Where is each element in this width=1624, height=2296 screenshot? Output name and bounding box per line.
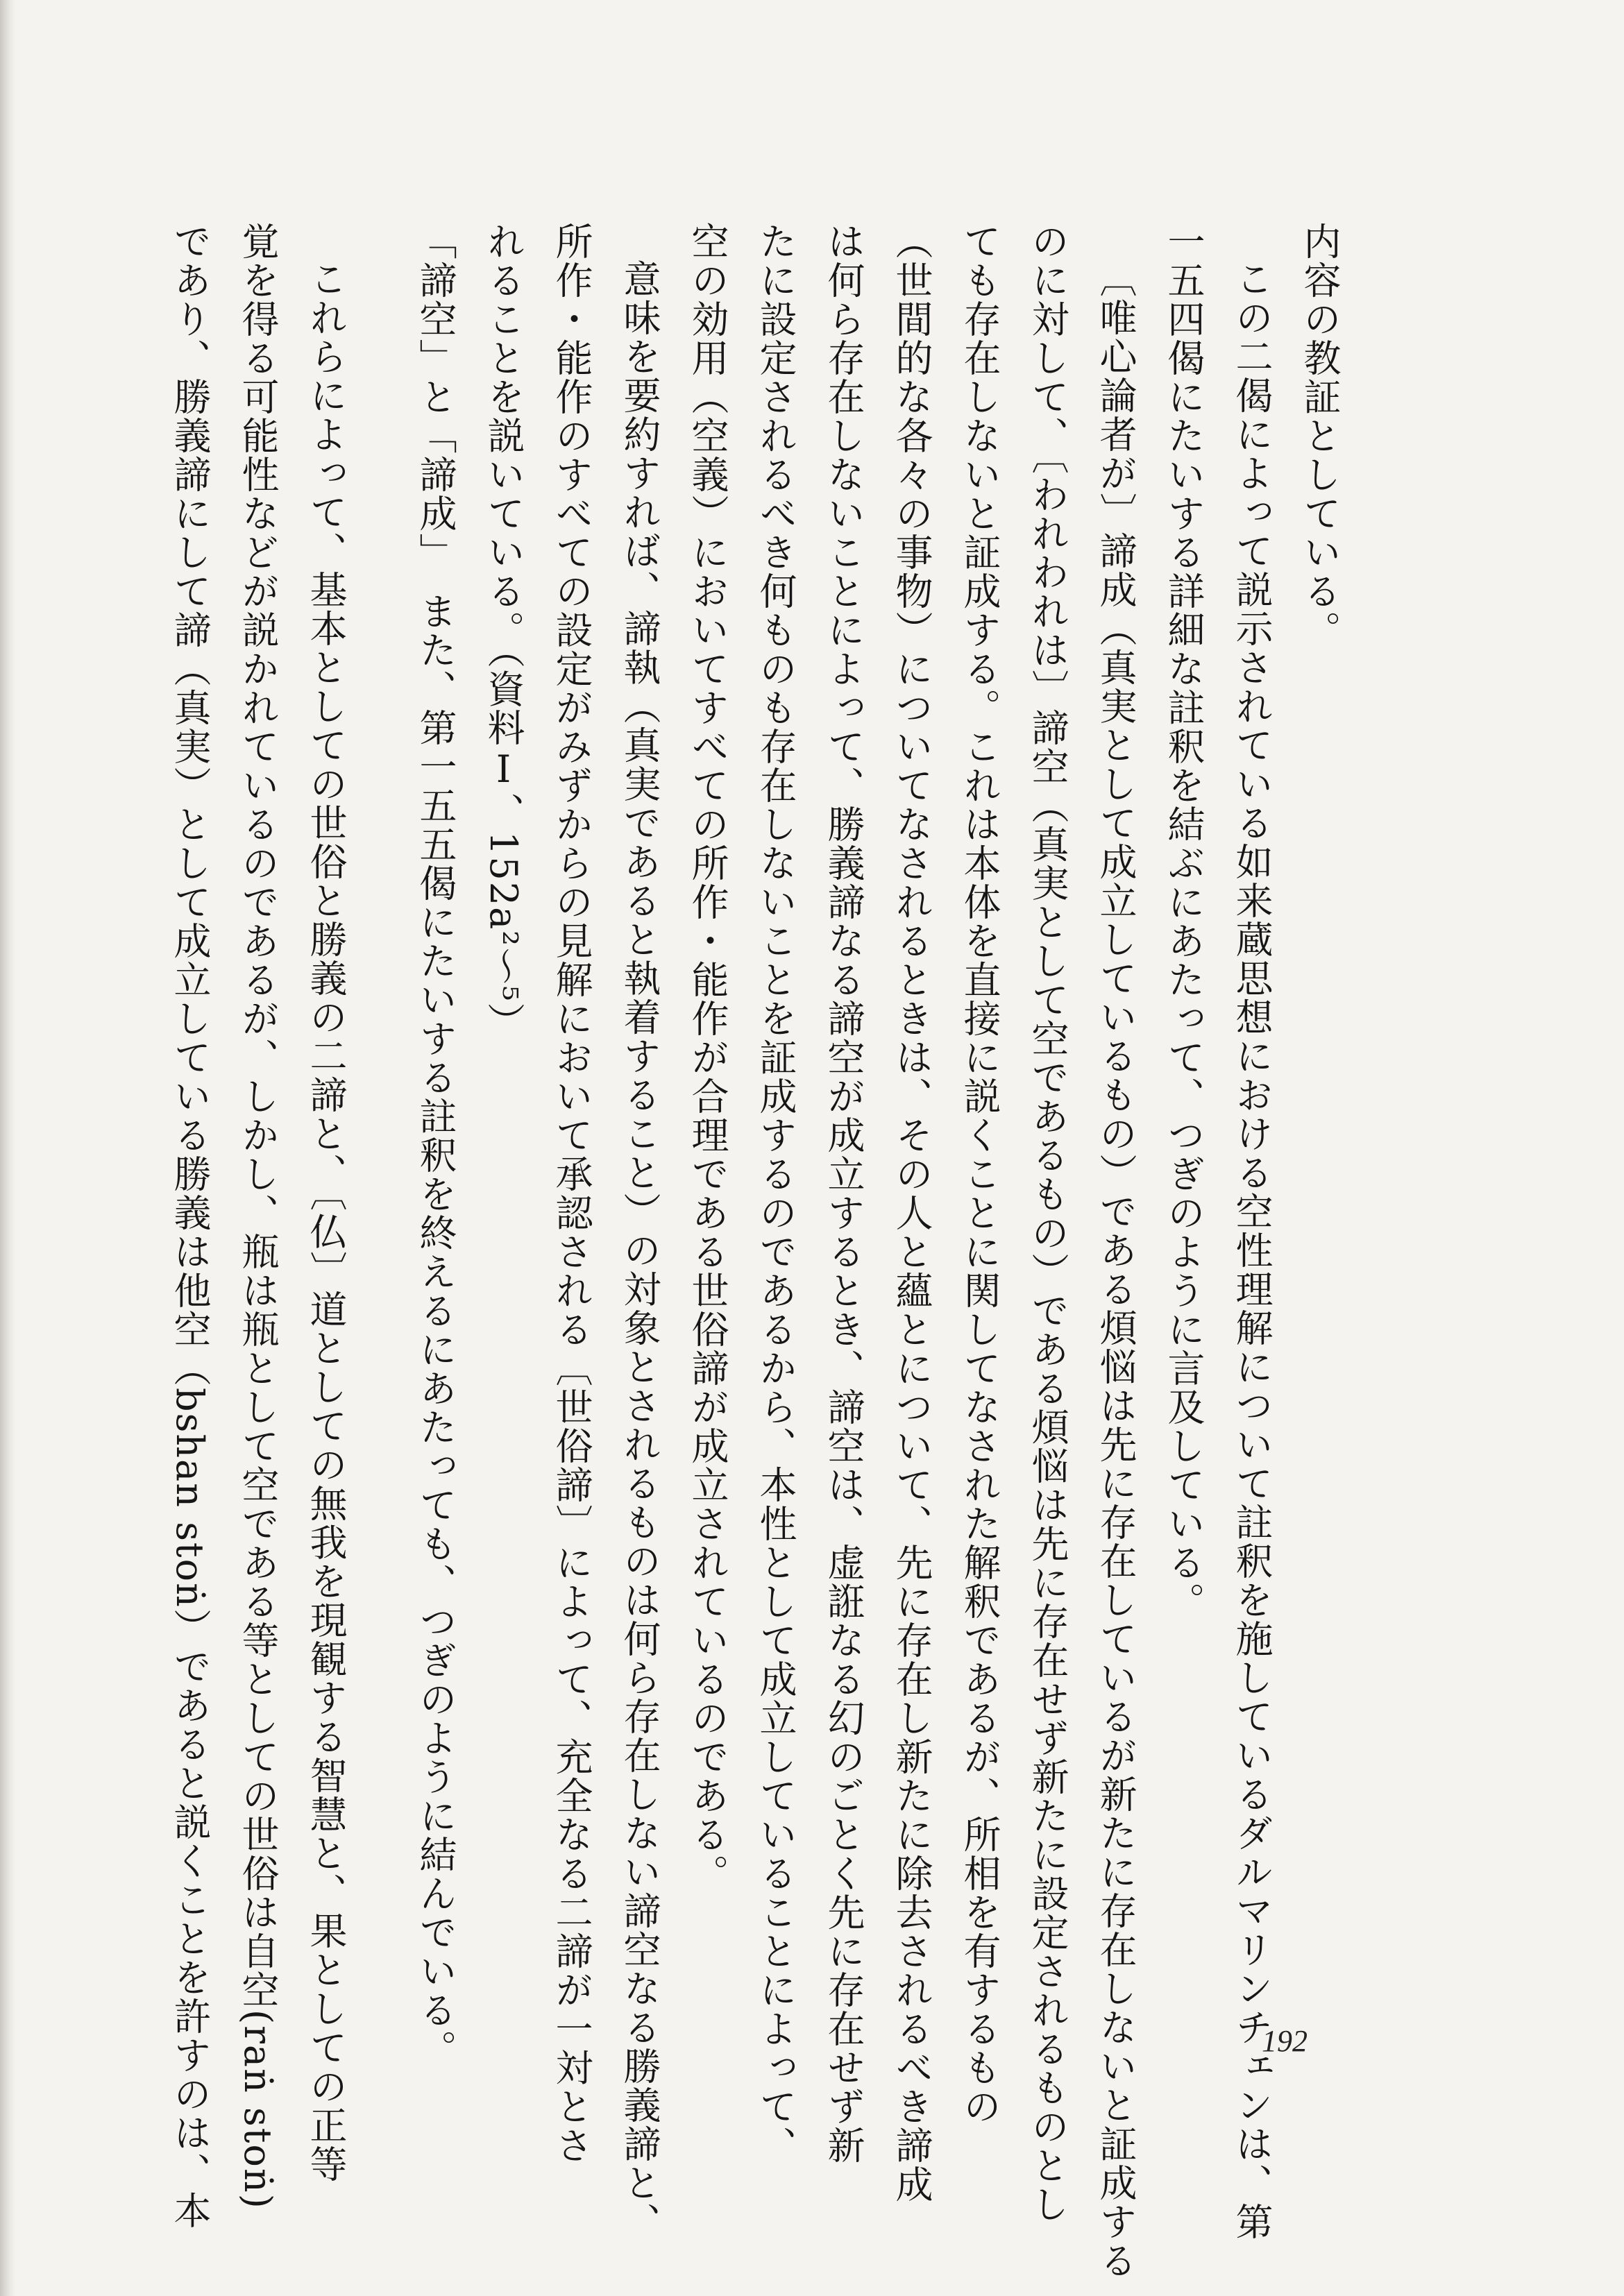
page-left-edge (0, 0, 15, 2296)
page-number: 192 (1262, 2024, 1308, 2058)
block-quote-line: ても存在しないと証成する。これは本体を直接に説くことに関してなされた解釈であるが、所相を有するもの (958, 222, 1001, 2126)
block-quote-line: これらによって、基本としての世俗と勝義の二諦と、〔仏〕道としての無我を現観する智慧と、果としての正等 (304, 260, 348, 2184)
block-quote-line: 意味を要約すれば、諦執（真実であると執着すること）の対象とされるものは何ら存在しない諦空なる勝義諦と、 (618, 260, 661, 2241)
block-quote-line: のに対して、〔われわれは〕諦空（真実として空であるもの）である煩悩は先に存在せず新たに設定されるものとし (1026, 222, 1069, 2224)
text-line: この二偈によって説示されている如来蔵思想における空性理解について註釈を施しているダルマリンチェンは、第 (1230, 260, 1274, 2241)
block-quote-line: 所作・能作のすべての設定がみずからの見解において承認される〔世俗諦〕によって、充全なる二諦が一対とさ (550, 222, 593, 2165)
block-quote-line: であり、勝義諦にして諦（真実）として成立している勝義は他空（bshan stoṅ）であると説くことを許すのは、本 (168, 222, 212, 2230)
block-quote-line: は何ら存在しないことによって、勝義諦なる諦空が成立するとき、諦空は、虚誑なる幻のごとく先に存在せず新 (822, 222, 865, 2165)
block-quote-line: たに設定されるべき何ものも存在しないことを証成するのであるから、本性として成立していることによって、 (754, 222, 797, 2165)
text-line: 一五四偈にたいする詳細な註釈を結ぶにあたって、つぎのように言及している。 (1162, 222, 1206, 1621)
block-quote-line: 空の効用（空義）においてすべての所作・能作が合理である世俗諦が成立されているのである。 (686, 222, 729, 1893)
block-quote-line: （世間的な各々の事物）についてなされるときは、その人と蘊とについて、先に存在し新たに除去されるべき諦成 (890, 222, 933, 2204)
section-heading-line: 「諦空」と「諦成」 また、第一五五偈にたいする註釈を終えるにあたっても、つぎのように結んでいる。 (414, 222, 457, 2068)
block-quote-line: 〔唯心論者が〕諦成（真実として成立しているもの）である煩悩は先に存在しているが新たに存在しないと証成する (1094, 260, 1137, 2280)
block-quote-line: れることを説いている。（資料Ⅰ、152a²～⁵） (482, 222, 525, 1041)
block-quote-line: 覚を得る可能性などが説かれているのであるが、しかし、瓶は瓶として空である等としての世俗は自空(raṅ stoṅ) (236, 222, 280, 2210)
text-line: 内容の教証としている。 (1298, 222, 1342, 649)
